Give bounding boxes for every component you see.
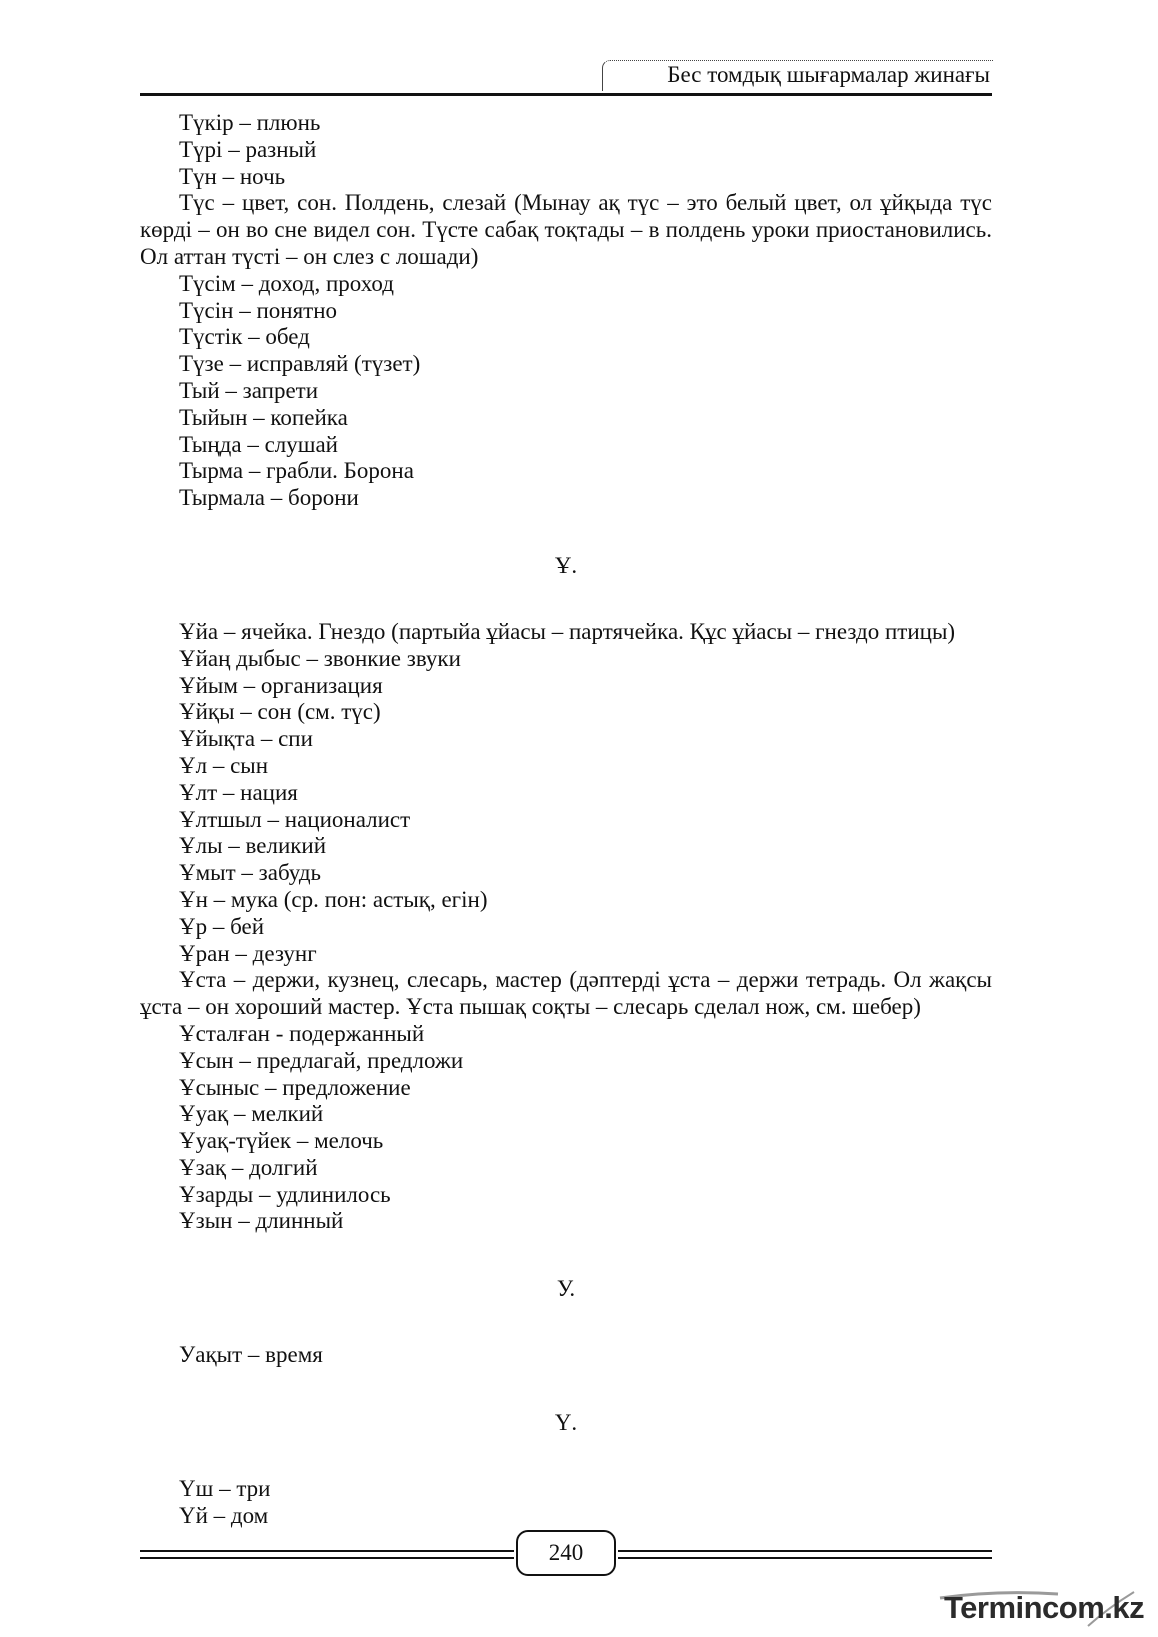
page-number: 240 <box>548 1540 584 1565</box>
dictionary-entry: Тый – запрети <box>179 377 319 403</box>
dictionary-entry: Ұзын – длинный <box>179 1208 344 1234</box>
dictionary-entry: Түзе – исправляй (түзет) <box>179 351 421 377</box>
dictionary-entry: Үш – три <box>179 1476 271 1502</box>
site-watermark <box>938 1588 1145 1630</box>
running-header <box>140 56 992 96</box>
footer-rule-left <box>140 1550 514 1559</box>
dictionary-entry: Ұйым – организация <box>179 672 383 698</box>
dictionary-entry: Ұзарды – удлинилось <box>179 1181 391 1207</box>
dictionary-entry: Ұл – сын <box>179 752 269 778</box>
entries-t-group <box>140 110 992 512</box>
dictionary-entry: Ұсыныс – предложение <box>179 1074 411 1100</box>
dictionary-entry: Ұуақ-түйек – мелочь <box>179 1128 384 1154</box>
entries-u-group <box>140 1342 992 1369</box>
dictionary-entry: Ұста – держи, кузнец, слесарь, мастер (дәптерді ұста – держи тетрадь. Ол жақсы ұста – он хороший мастер. Ұста пышақ соқты – слесарь сделал нож, см. шебер) <box>140 967 992 1020</box>
dictionary-entry: Ұлтшыл – националист <box>179 806 411 832</box>
entries-u-bar-group <box>140 619 992 1235</box>
dictionary-entry: Ұсын – предлагай, предложи <box>179 1047 464 1073</box>
dictionary-entry: Ұзақ – долгий <box>179 1154 318 1180</box>
dictionary-entry: Түс – цвет, сон. Полдень, слезай (Мынау ақ түс – это белый цвет, ол ұйқыда түс көрді – он во сне видел сон. Түсте сабақ тоқтады – в полдень уроки приостановились. Ол аттан түсті – он слез с лошади) <box>140 190 992 269</box>
dictionary-entry: Уақыт – время <box>179 1342 323 1368</box>
footer-rule-right <box>618 1550 992 1559</box>
dictionary-entry: Ұлт – нация <box>179 779 298 805</box>
entries-y-group <box>140 1476 992 1530</box>
dictionary-entry: Ұлы – великий <box>179 833 327 859</box>
dictionary-entry: Ұмыт – забудь <box>179 860 322 886</box>
page-number-badge <box>516 1530 616 1576</box>
dictionary-entry: Түкір – плюнь <box>179 110 321 135</box>
watermark-text: Termincom.kz <box>944 1590 1145 1625</box>
page-footer <box>140 1530 992 1580</box>
dictionary-body <box>140 110 992 1530</box>
dictionary-entry: Түсін – понятно <box>179 297 338 323</box>
dictionary-entry: Ұран – дезунг <box>179 940 317 966</box>
dictionary-entry: Ұуақ – мелкий <box>179 1101 324 1127</box>
dictionary-entry: Түсім – доход, проход <box>179 270 394 296</box>
dictionary-entry: Ұр – бей <box>179 913 265 939</box>
section-letter-heading: Ұ. <box>554 552 578 578</box>
header-rule <box>140 93 992 96</box>
dictionary-entry: Тыйын – копейка <box>179 404 348 430</box>
dictionary-entry: Үй – дом <box>179 1502 269 1528</box>
dictionary-entry: Ұйа – ячейка. Гнездо (партыйа ұйасы – партячейка. Құс ұйасы – гнездо птицы) <box>179 618 956 644</box>
header-title: Бес томдық шығармалар жинағы <box>667 62 990 87</box>
dictionary-entry: Ұн – мука (ср. пон: астық, егін) <box>179 886 488 912</box>
dictionary-entry: Ұсталған - подержанный <box>179 1020 425 1046</box>
dictionary-entry: Түн – ночь <box>179 163 286 189</box>
dictionary-entry: Ұйқы – сон (см. түс) <box>179 699 381 725</box>
dictionary-entry: Ұйықта – спи <box>179 726 313 752</box>
dictionary-entry: Түрі – разный <box>179 136 317 162</box>
section-letter-heading: У. <box>556 1276 576 1302</box>
dictionary-entry: Тырма – грабли. Борона <box>179 458 414 484</box>
dictionary-entry: Түстік – обед <box>179 324 310 350</box>
section-letter-heading: Ү. <box>554 1410 578 1436</box>
dictionary-entry: Ұйаң дыбыс – звонкие звуки <box>179 645 461 671</box>
dictionary-entry: Тырмала – борони <box>179 485 359 511</box>
dictionary-entry: Тыңда – слушай <box>179 431 338 457</box>
